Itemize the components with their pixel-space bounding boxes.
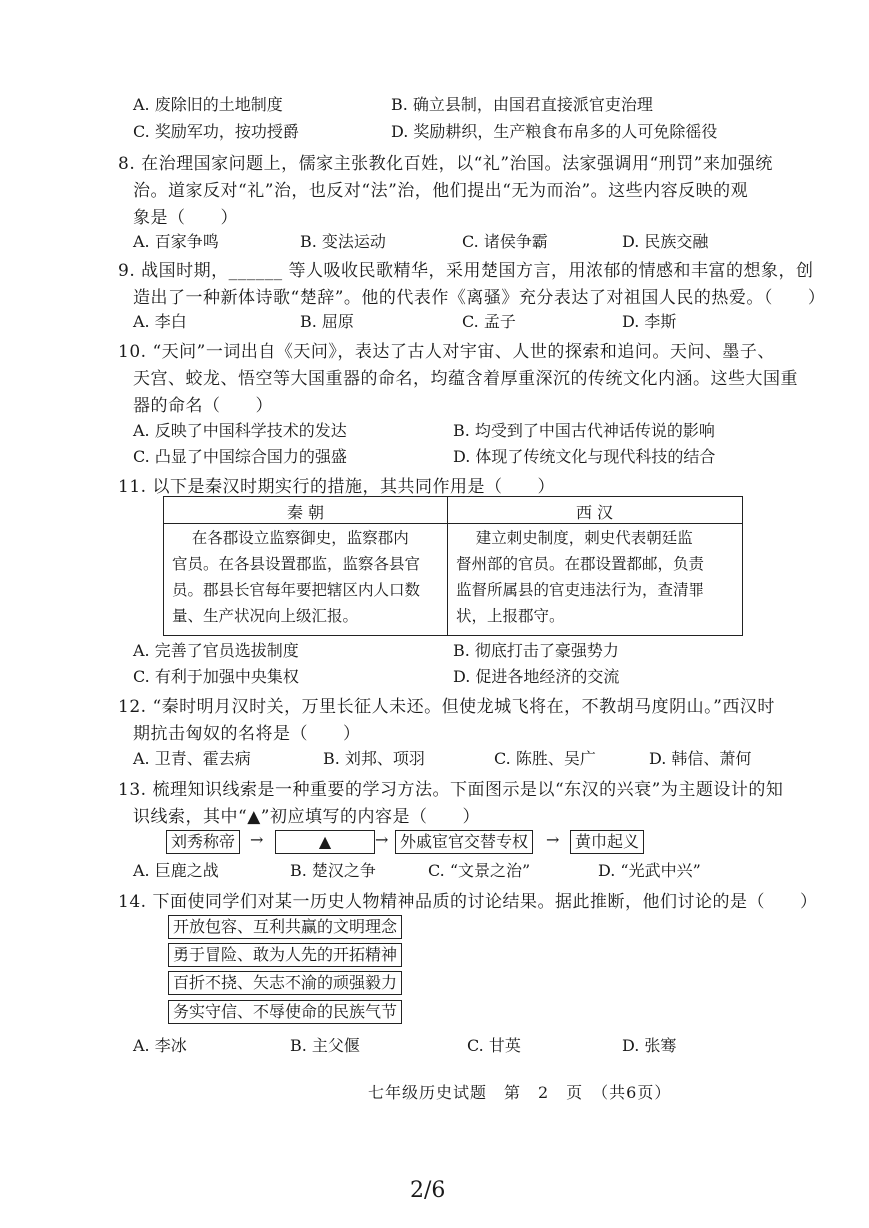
q13-option-c: C. “文景之治” [428, 861, 531, 880]
flow-arrow-icon: → [375, 830, 389, 849]
q14-option-b: B. 主父偃 [290, 1036, 360, 1055]
flow-box-waiqi: 外戚宦官交替专权 [395, 830, 533, 854]
q9-option-c: C. 孟子 [462, 312, 516, 331]
q13-stem-line2: 识线索，其中“▲”初应填写的内容是（ ） [133, 807, 480, 827]
table-cell-xihan: 建立刺史制度，刺史代表朝廷监 督州部的官员。在郡设置都邮，负责 监督所属县的官吏违法行为，查清罪 状，上报郡守。 [456, 529, 705, 625]
q10-option-d: D. 体现了传统文化与现代科技的结合 [453, 447, 716, 466]
q9-option-b: B. 屈原 [300, 312, 354, 331]
flow-arrow-icon: → [250, 830, 264, 849]
table-header-qin: 秦 朝 [286, 503, 325, 522]
q12-stem-line1: 12. “秦时明月汉时关，万里长征人未还。但使龙城飞将在，不教胡马度阴山。”西汉时 [118, 697, 775, 717]
flow-arrow-icon: → [546, 830, 560, 849]
q13-option-d: D. “光武中兴” [598, 861, 701, 880]
q7-option-d: D. 奖励耕织，生产粮食布帛多的人可免除徭役 [391, 122, 718, 141]
q11-stem-line1: 11. 以下是秦汉时期实行的措施，其共同作用是（ ） [118, 477, 555, 497]
q7-option-a: A. 废除旧的土地制度 [133, 95, 283, 114]
q7-option-c: C. 奖励军功，按功授爵 [133, 122, 299, 141]
q8-stem-line3: 象是（ ） [133, 208, 238, 228]
q8-option-d: D. 民族交融 [622, 232, 709, 251]
table-cell-qin: 在各郡设立监察御史，监察郡内 官员。在各县设置郡监，监察各县官 员。郡县长官每年要把辖区内人口数 量、生产状况向上级汇报。 [172, 529, 421, 625]
q12-option-a: A. 卫青、霍去病 [133, 749, 251, 768]
trait-box: 务实守信、不辱使命的民族气节 [168, 1000, 402, 1024]
flow-box-liuxiu: 刘秀称帝 [166, 830, 240, 854]
q13-stem-line1: 13. 梳理知识线索是一种重要的学习方法。下面图示是以“东汉的兴衰”为主题设计的知 [118, 780, 784, 800]
q12-option-b: B. 刘邦、项羽 [323, 749, 425, 768]
q11-comparison-table [163, 496, 743, 636]
q14-option-a: A. 李冰 [133, 1036, 187, 1055]
q12-option-d: D. 韩信、萧何 [649, 749, 752, 768]
q11-option-a: A. 完善了官员选拔制度 [133, 641, 299, 660]
q10-option-b: B. 均受到了中国古代神话传说的影响 [453, 421, 715, 440]
trait-box: 勇于冒险、敢为人先的开拓精神 [168, 943, 402, 967]
q10-stem-line2: 天宫、蛟龙、悟空等大国重器的命名，均蕴含着厚重深沉的传统文化内涵。这些大国重 [133, 369, 798, 389]
q11-option-c: C. 有利于加强中央集权 [133, 667, 299, 686]
q9-option-d: D. 李斯 [622, 312, 677, 331]
page-footer: 七年级历史试题 第 2 页 （共6页） [368, 1083, 672, 1102]
q12-stem-line2: 期抗击匈奴的名将是（ ） [133, 724, 361, 744]
q10-stem-line3: 器的命名（ ） [133, 396, 273, 416]
q11-option-b: B. 彻底打击了豪强势力 [453, 641, 619, 660]
q10-option-c: C. 凸显了中国综合国力的强盛 [133, 447, 347, 466]
q8-option-a: A. 百家争鸣 [133, 232, 219, 251]
q8-option-c: C. 诸侯争霸 [462, 232, 548, 251]
q8-option-b: B. 变法运动 [300, 232, 386, 251]
q11-option-d: D. 促进各地经济的交流 [453, 667, 620, 686]
q13-option-a: A. 巨鹿之战 [133, 861, 219, 880]
q12-option-c: C. 陈胜、吴广 [494, 749, 596, 768]
q10-option-a: A. 反映了中国科学技术的发达 [133, 421, 347, 440]
q8-stem-line2: 治。道家反对“礼”治，也反对“法”治，他们提出“无为而治”。这些内容反映的观 [133, 181, 749, 201]
q14-option-c: C. 甘英 [467, 1036, 521, 1055]
q8-stem-line1: 8. 在治理国家问题上，儒家主张教化百姓，以“礼”治国。法家强调用“刑罚”来加强统 [118, 154, 773, 174]
q9-option-a: A. 李白 [133, 312, 187, 331]
q9-stem-line1: 9. 战国时期，______ 等人吸收民歌精华，采用楚国方言，用浓郁的情感和丰富的想象，创 [118, 261, 814, 281]
q14-stem-line1: 14. 下面使同学们对某一历史人物精神品质的讨论结果。据此推断，他们讨论的是（ ） [118, 892, 818, 912]
flow-box-blank: ▲ [275, 830, 375, 854]
page-counter: 2/6 [410, 1178, 446, 1203]
q14-option-d: D. 张骞 [622, 1036, 677, 1055]
q10-stem-line1: 10. “天问”一词出自《天问》，表达了古人对宇宙、人世的探索和追问。天问、墨子、 [118, 342, 775, 362]
q13-option-b: B. 楚汉之争 [290, 861, 376, 880]
flow-box-huangjin: 黄巾起义 [570, 830, 644, 854]
trait-box: 百折不挠、矢志不渝的顽强毅力 [168, 971, 402, 995]
q7-option-b: B. 确立县制，由国君直接派官吏治理 [391, 95, 653, 114]
table-header-xihan: 西 汉 [575, 503, 614, 522]
q9-stem-line2: 造出了一种新体诗歌“楚辞”。他的代表作《离骚》充分表达了对祖国人民的热爱。（ ） [133, 288, 826, 308]
trait-box: 开放包容、互利共赢的文明理念 [168, 915, 402, 939]
